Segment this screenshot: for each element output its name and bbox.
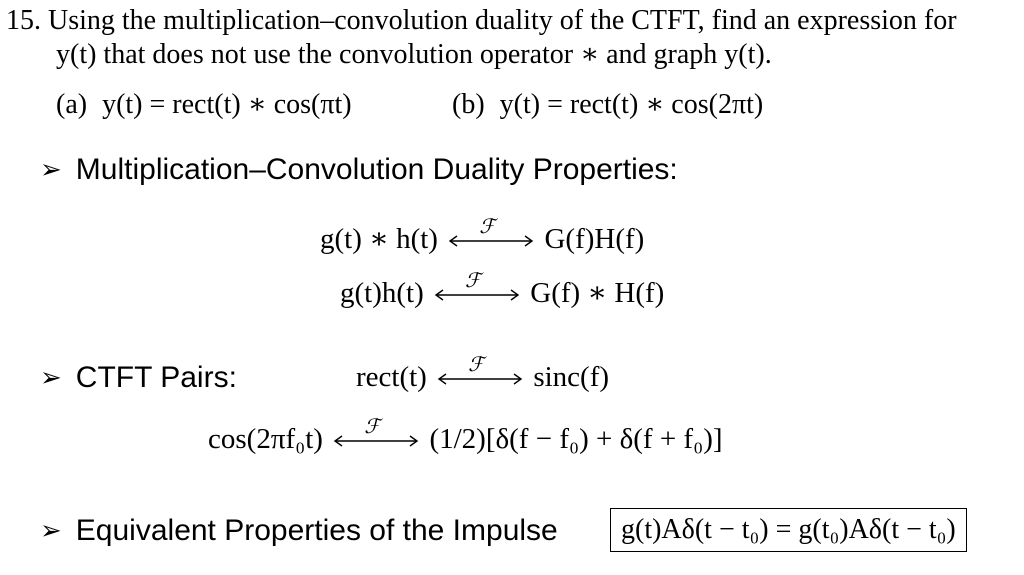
part-a-expression: y(t) = rect(t) ∗ cos(πt) (102, 89, 352, 120)
fourier-symbol: ℱ (465, 268, 481, 293)
part-b (452, 88, 763, 122)
fourier-pair-arrow-icon (433, 268, 521, 305)
fourier-pair-arrow-icon (332, 414, 420, 451)
eq2-right: G(f) ∗ H(f) (530, 277, 665, 309)
problem-text-line-2: y(t) that does not use the convolution operator ∗ and graph y(t). (56, 39, 772, 70)
ctft-pair-2 (208, 414, 723, 456)
fourier-symbol: ℱ (479, 214, 495, 239)
section-duality-title: Multiplication–Convolution Duality Properties: (75, 153, 678, 186)
problem-line-1 (6, 4, 957, 38)
part-b-label: (b) (452, 89, 485, 120)
part-a-label: (a) (56, 89, 88, 120)
fourier-pair-arrow-icon (436, 352, 524, 389)
bullet-arrow-icon: ➢ (40, 515, 62, 545)
problem-text-line-1: Using the multiplication–convolution duality of the CTFT, find an expression for (48, 5, 957, 36)
eq2-left: g(t)h(t) (340, 277, 424, 309)
fourier-pair-arrow-icon (447, 214, 535, 251)
impulse-property-box: g(t)Aδ(t − t₀) = g(t₀)Aδ(t − t₀) (610, 508, 967, 552)
section-impulse-title: Equivalent Properties of the Impulse (75, 514, 558, 547)
section-pairs-title: CTFT Pairs: (75, 361, 237, 394)
duality-equation-2 (340, 268, 665, 310)
section-pairs-heading (40, 360, 237, 396)
section-duality-heading (40, 152, 678, 188)
part-b-expression: y(t) = rect(t) ∗ cos(2πt) (499, 89, 764, 120)
pair2-right: (1/2)[δ(f − f₀) + δ(f + f₀)] (429, 423, 723, 455)
section-impulse-heading (40, 513, 558, 549)
duality-equation-1 (320, 214, 645, 256)
ctft-pair-1 (356, 352, 610, 394)
bullet-arrow-icon: ➢ (40, 362, 62, 392)
pair1-left: rect(t) (356, 361, 427, 393)
pair1-right: sinc(f) (533, 361, 610, 393)
eq1-right: G(f)H(f) (544, 223, 645, 255)
fourier-symbol: ℱ (364, 414, 380, 439)
eq1-left: g(t) ∗ h(t) (320, 223, 438, 255)
fourier-symbol: ℱ (468, 352, 484, 377)
bullet-arrow-icon: ➢ (40, 154, 62, 184)
problem-number: 15. (6, 5, 41, 36)
part-a (56, 88, 352, 122)
pair2-left: cos(2πf₀t) (208, 423, 323, 455)
